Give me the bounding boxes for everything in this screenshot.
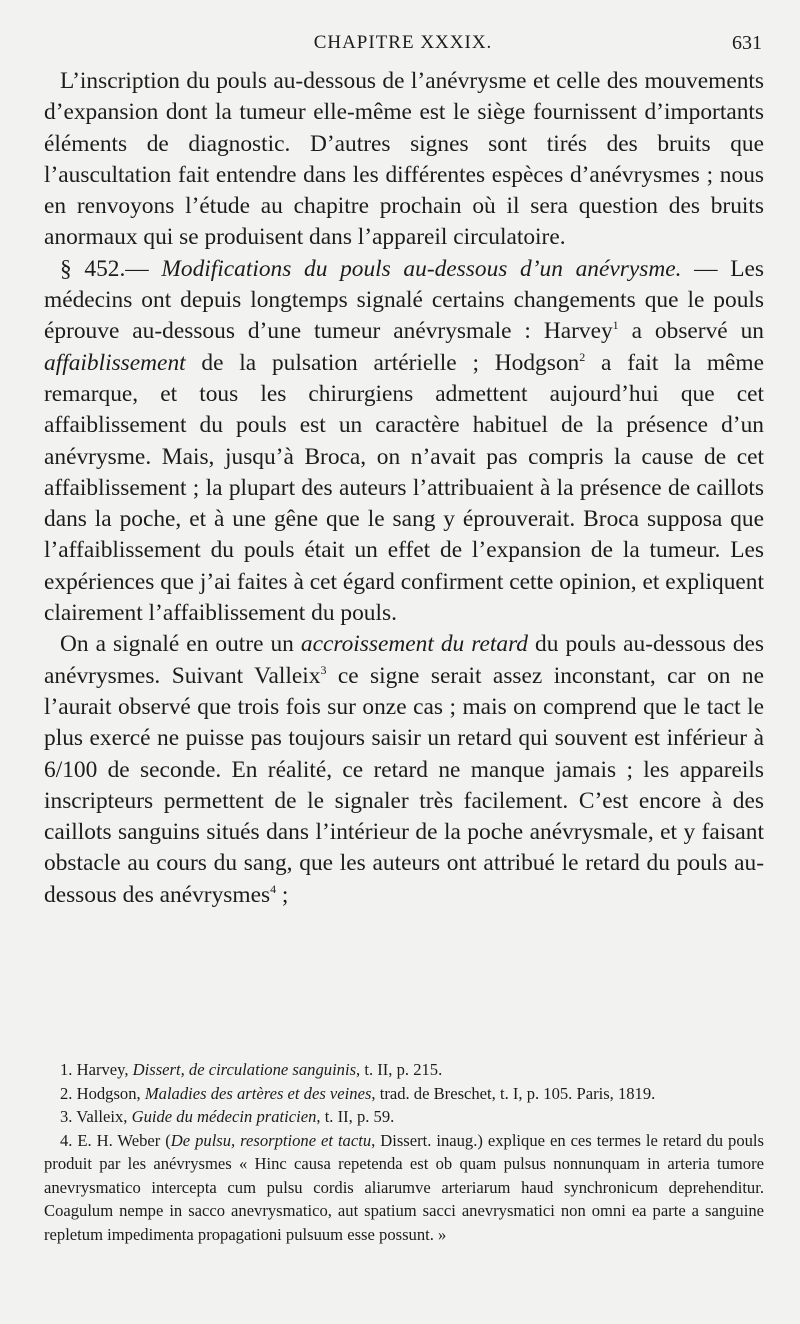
emphasis-affaiblissement: affaiblissement	[44, 349, 186, 376]
page-number: 631	[732, 32, 762, 54]
footnote-3-author: 3. Valleix,	[60, 1107, 132, 1126]
footnote-ref-4[interactable]: 4	[270, 881, 277, 896]
retard-text-3: ce signe serait assez inconstant, car on ne l’aurait observé que trois fois sur onze cas ; mais on comprend que le tact le plus exercé ne puisse pas toujours saisir un retard qui souvent est inférieur à 6/100 de seconde. En réalité, ce retard ne manque jamais ; les appareils inscripteurs permettent de le signaler très facilement. C’est encore à des caillots sanguins situés dans l’intérieur de la poche anévrysmale, et y faisant obstacle au cours du sang, que les auteurs ont attribué le retard du pouls au-dessous des anévrysmes	[44, 662, 764, 908]
footnote-ref-1[interactable]: 1	[612, 318, 619, 333]
footnote-4	[44, 1129, 764, 1247]
footnote-ref-2[interactable]: 2	[579, 349, 586, 364]
footnote-2-author: 2. Hodgson,	[60, 1083, 145, 1103]
main-text	[44, 66, 764, 911]
retard-text-4: ;	[276, 881, 289, 908]
paragraph-retard	[44, 629, 764, 911]
footnote-3-work: Guide du médecin praticien	[131, 1107, 317, 1126]
footnote-2-work: Maladies des artères et des veines	[144, 1083, 372, 1103]
section-text-4: a fait la même remarque, et tous les chirurgiens admettent aujourd’hui que cet affaiblissement du pouls est un caractère habituel de la présence d’un anévrysme. Mais, jusqu’à Broca, on n’avait pas compris la cause de cet affaiblissement ; la plupart des auteurs l’attribuaient à la présence de caillots dans la poche, et à une gêne que le sang y éprouverait. Broca supposa que l’affaiblissement du pouls était un effet de l’expansion de la tumeur. Les expériences que j’ai faites à cet égard confirment cette opinion, et expliquent clairement l’affaiblissement du pouls.	[44, 349, 764, 627]
emphasis-accroissement: accroissement du retard	[300, 631, 529, 658]
retard-text-1: On a signalé en outre un	[60, 631, 301, 658]
footnote-1	[44, 1058, 764, 1082]
footnote-2-ref: , trad. de Breschet, t. I, p. 105. Paris, 1819.	[371, 1083, 656, 1103]
footnote-1-work: Dissert, de circulatione sanguinis	[132, 1060, 357, 1079]
chapter-title: CHAPITRE XXXIX.	[313, 32, 493, 53]
section-text-2: a observé un	[618, 318, 765, 345]
footnote-1-author: 1. Harvey,	[60, 1060, 133, 1079]
footnote-4-text: , Dissert. inaug.) explique en ces termes le retard du pouls produit par les anévrysmes « Hinc causa repetenda est ob quam pulsus nonnunquam in arteria tumore anevrysmatico intercepta cum pulsu cordis aliarumve arteriarum haud synchronicum deprehenditur. Coagulum nempe in sacco anevrysmatico, aut spatium sacci anevrysmatici non omni ea parte a sanguine repletum impedimenta propagationi pulsuum esse possunt. »	[44, 1130, 764, 1244]
paragraph-diagnostic: L’inscription du pouls au-dessous de l’anévrysme et celle des mouvements d’expansion dont la tumeur elle-même est le siège fournissent d’importants éléments de diagnostic. D’autres signes sont tirés des bruits que l’auscultation fait entendre dans les différentes espèces d’anévrysmes ; nous en renvoyons l’étude au chapitre prochain où il sera question des bruits anormaux qui se produisent dans l’appareil circulatoire.	[44, 68, 764, 251]
footnote-1-ref: , t. II, p. 215.	[356, 1060, 443, 1079]
footnote-3	[44, 1105, 764, 1129]
footnote-3-ref: , t. II, p. 59.	[316, 1107, 395, 1126]
footnote-2	[44, 1082, 764, 1106]
section-title: Modifications du pouls au-dessous d’un anévrysme.	[161, 255, 682, 282]
paragraph-section-452	[44, 254, 764, 630]
section-text-3: de la pulsation artérielle ; Hodgson	[185, 349, 580, 376]
footnotes	[44, 1058, 764, 1246]
section-text-1: — Les médecins ont depuis longtemps signalé certains changements que le pouls éprouve au-dessous d’une tumeur anévrysmale : Harvey	[44, 255, 765, 345]
footnote-ref-3[interactable]: 3	[320, 662, 327, 677]
running-header	[44, 32, 762, 62]
retard-text-2: du pouls au-dessous des anévrysmes. Suivant Valleix	[44, 631, 764, 689]
footnote-4-work: De pulsu, resorptione et tactu	[170, 1130, 372, 1150]
section-number: § 452.—	[60, 255, 149, 282]
footnote-4-author: 4. E. H. Weber (	[60, 1130, 171, 1150]
